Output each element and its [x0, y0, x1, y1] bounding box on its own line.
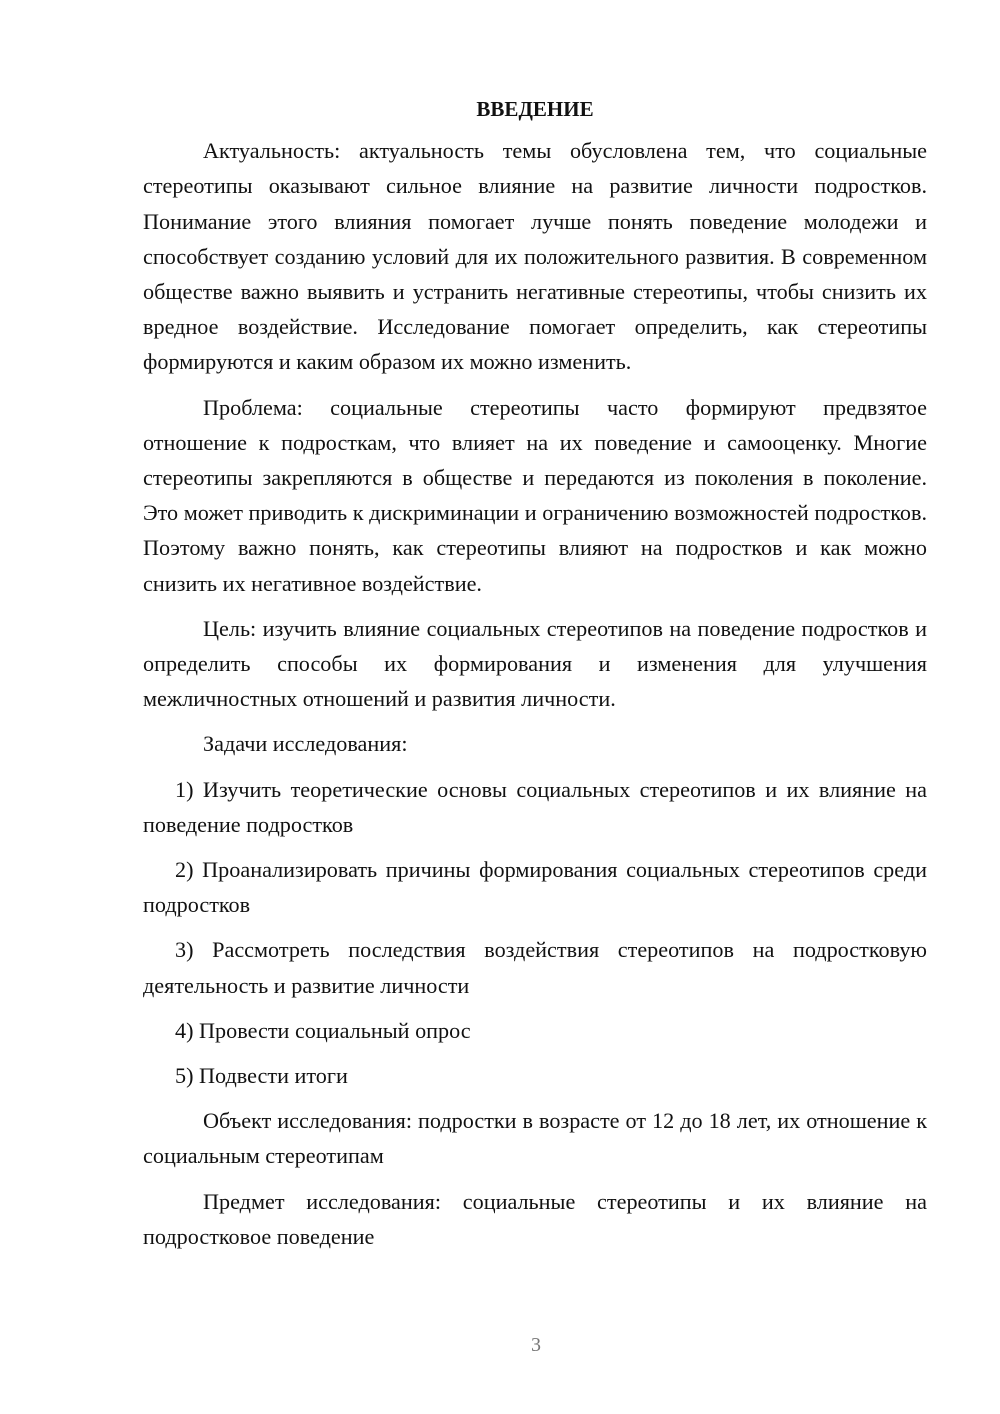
task-item-4: 4) Провести социальный опрос [175, 1017, 471, 1043]
paragraph-problem: Проблема: социальные стереотипы часто формируют предвзятое отношение к подросткам, что влияет на их поведение и самооценку. Многие стереотипы закрепляются в обществе и передаются из поколения в поколение. Это может приводить к дискриминации и ограничению возможностей подростков. Поэтому важно понять, как стереотипы влияют на подростков и как можно снизить их негативное воздействие. [143, 394, 927, 596]
task-item-1: 1) Изучить теоретические основы социальных стереотипов и их влияние на поведение подростков [143, 776, 927, 837]
document-page [143, 92, 927, 1254]
task-item-3: 3) Рассмотреть последствия воздействия стереотипов на подростковую деятельность и развитие личности [143, 937, 927, 998]
document-title: ВВЕДЕНИЕ [476, 97, 594, 121]
paragraph-goal: Цель: изучить влияние социальных стереотипов на поведение подростков и определить способы их формирования и изменения для улучшения межличностных отношений и развития личности. [143, 615, 927, 712]
paragraph-object: Объект исследования: подростки в возрасте от 12 до 18 лет, их отношение к социальным стереотипам [143, 1108, 927, 1169]
task-item-2: 2) Проанализировать причины формирования социальных стереотипов среди подростков [143, 857, 927, 918]
tasks-heading: Задачи исследования: [203, 731, 408, 757]
paragraph-subject: Предмет исследования: социальные стереотипы и их влияние на подростковое поведение [143, 1188, 927, 1249]
paragraph-relevance: Актуальность: актуальность темы обусловлена тем, что социальные стереотипы оказывают сильное влияние на развитие личности подростков. Понимание этого влияния помогает лучше понять поведение молодежи и способствует созданию условий для их положительного развития. В современном обществе важно выявить и устранить негативные стереотипы, чтобы снизить их вредное воздействие. Исследование помогает определить, как стереотипы формируются и каким образом их можно изменить. [143, 138, 927, 375]
page-number: 3 [531, 1334, 541, 1356]
task-item-5: 5) Подвести итоги [175, 1063, 348, 1089]
